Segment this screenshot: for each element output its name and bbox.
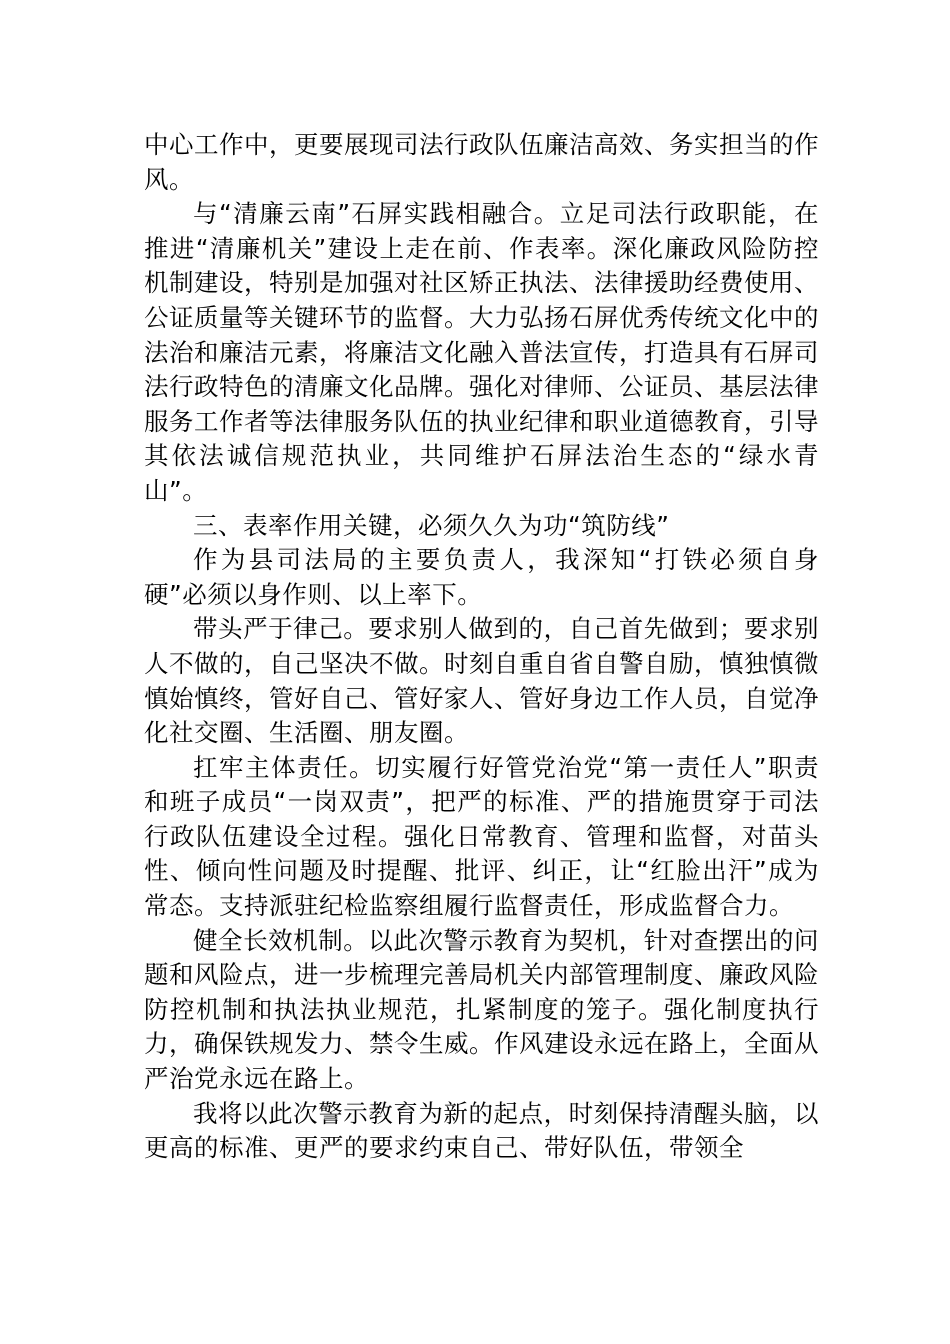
paragraph-continuation: 中心工作中，更要展现司法行政队伍廉洁高效、务实担当的作风。 xyxy=(144,130,819,194)
paragraph-long-term-mechanism: 健全长效机制。以此次警示教育为契机，针对查摆出的问题和风险点，进一步梳理完善局机关内部管理制度、廉政风险防控机制和执法执业规范，扎紧制度的笼子。强化制度执行力，确保铁规发力、禁令生威。作风建设永远在路上，全面从严治党永远在路上。 xyxy=(144,925,819,1094)
paragraph-clean-yunnan: 与“清廉云南”石屏实践相融合。立足司法行政职能，在推进“清廉机关”建设上走在前、作表率。深化廉政风险防控机制建设，特别是加强对社区矫正执法、法律援助经费使用、公证质量等关键环节的监督。大力弘扬石屏优秀传统文化中的法治和廉洁元素，将廉洁文化融入普法宣传，打造具有石屏司法行政特色的清廉文化品牌。强化对律师、公证员、基层法律服务工作者等法律服务队伍的执业纪律和职业道德教育，引导其依法诚信规范执业，共同维护石屏法治生态的“绿水青山”。 xyxy=(144,199,819,505)
paragraph-self-discipline: 带头严于律己。要求别人做到的，自己首先做到；要求别人不做的，自己坚决不做。时刻自重自省自警自励，慎独慎微慎始慎终，管好自己、管好家人、管好身边工作人员，自觉净化社交圈、生活圈、朋友圈。 xyxy=(144,614,819,748)
paragraph-main-responsibility: 扛牢主体责任。切实履行好管党治党“第一责任人”职责和班子成员“一岗双责”，把严的标准、严的措施贯穿于司法行政队伍建设全过程。强化日常教育、管理和监督，对苗头性、倾向性问题及时提醒、批评、纠正，让“红脸出汗”成为常态。支持派驻纪检监察组履行监督责任，形成监督合力。 xyxy=(144,752,819,921)
paragraph-leader-intro: 作为县司法局的主要负责人，我深知“打铁必须自身硬”必须以身作则、以上率下。 xyxy=(144,545,819,609)
paragraph-closing: 我将以此次警示教育为新的起点，时刻保持清醒头脑，以更高的标准、更严的要求约束自己、带好队伍，带领全 xyxy=(144,1098,819,1163)
section-heading-3: 三、表率作用关键，必须久久为功“筑防线” xyxy=(193,510,670,540)
document-body xyxy=(144,128,819,1166)
